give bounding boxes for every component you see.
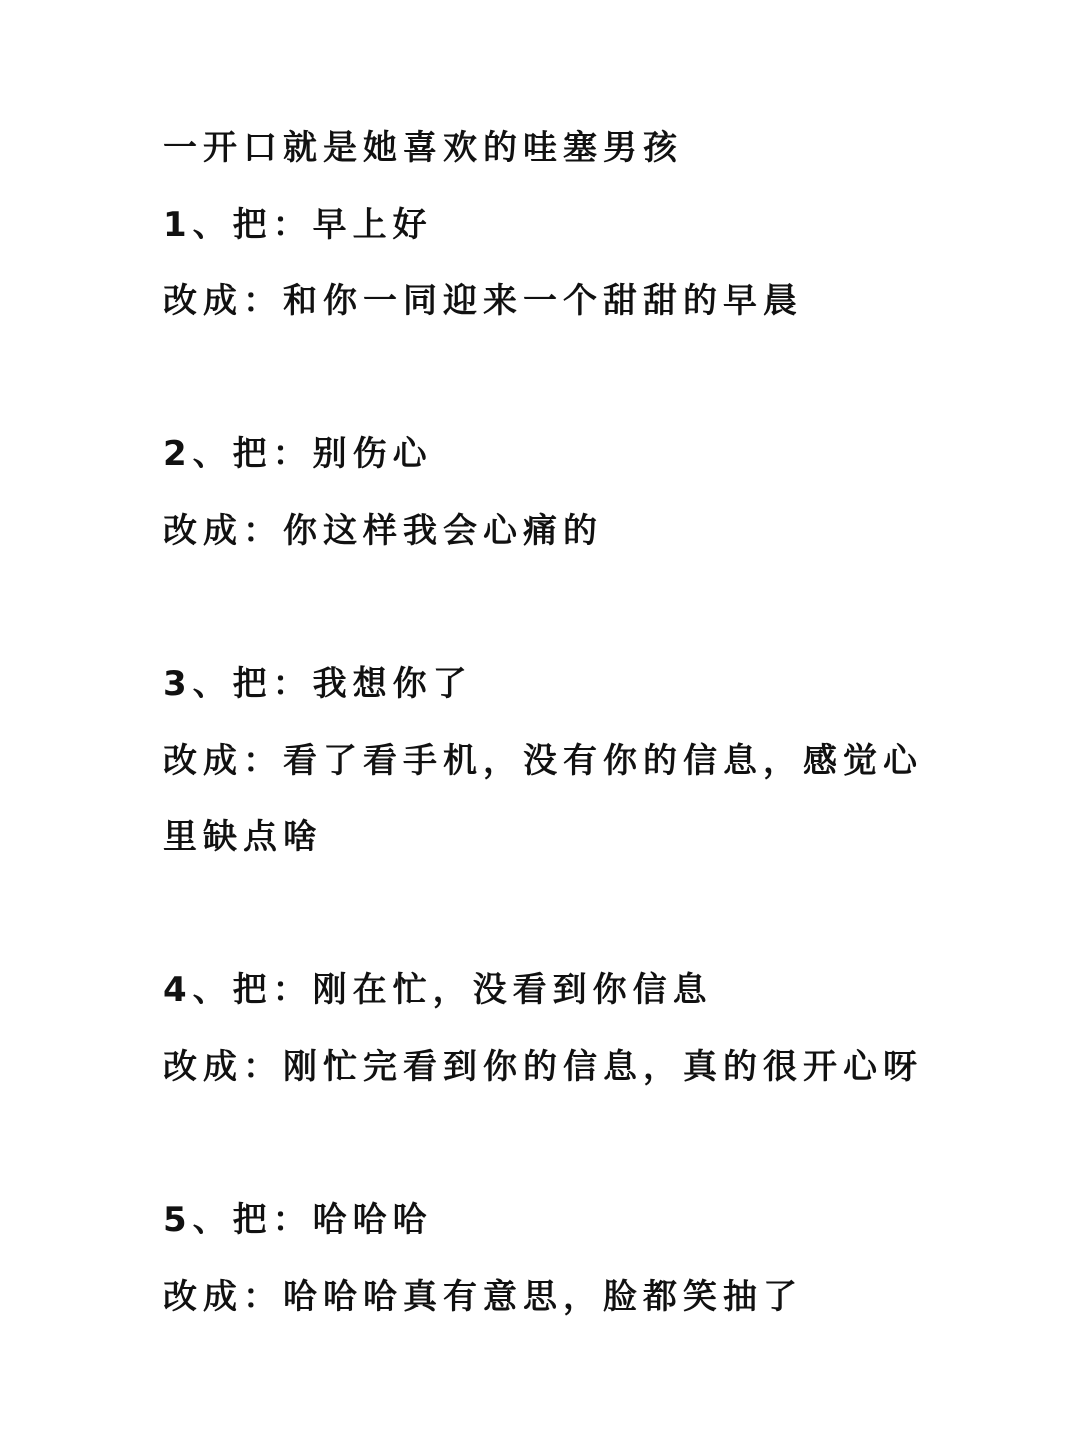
item-3-replacement-continued: 里缺点啥: [163, 817, 323, 857]
item-5-original: 5、把：哈哈哈: [163, 1200, 433, 1240]
item-5-replacement: 改成：哈哈哈真有意思，脸都笑抽了: [163, 1277, 803, 1317]
item-2-replacement: 改成：你这样我会心痛的: [163, 511, 603, 551]
item-1-replacement: 改成：和你一同迎来一个甜甜的早晨: [163, 281, 803, 321]
item-3-replacement: 改成：看了看手机，没有你的信息，感觉心: [163, 741, 923, 781]
item-2-original: 2、把：别伤心: [163, 434, 433, 474]
item-4-replacement: 改成：刚忙完看到你的信息，真的很开心呀: [163, 1047, 923, 1087]
page-title: 一开口就是她喜欢的哇塞男孩: [163, 128, 683, 168]
item-4-original: 4、把：刚在忙，没看到你信息: [163, 970, 713, 1010]
item-1-original: 1、把：早上好: [163, 205, 433, 245]
item-3-original: 3、把：我想你了: [163, 664, 473, 704]
